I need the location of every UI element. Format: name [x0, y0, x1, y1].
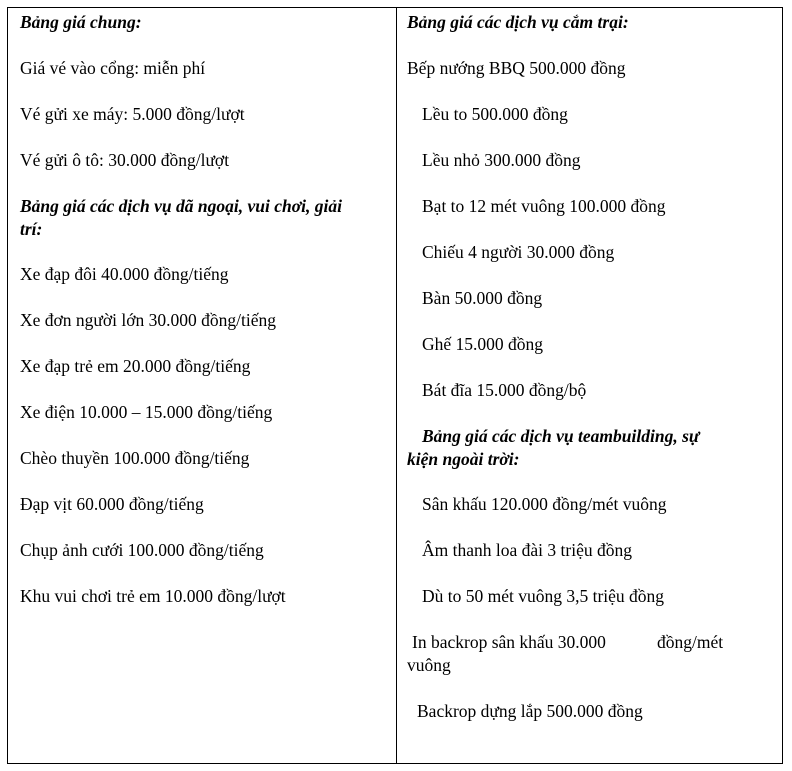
price-item: Lều to 500.000 đồng	[422, 104, 568, 124]
outdoor-heading-line2: trí:	[20, 219, 43, 239]
column-divider	[396, 8, 397, 763]
backdrop-print-line2: vuông	[407, 655, 451, 675]
price-item: Chiếu 4 người 30.000 đồng	[422, 242, 615, 262]
price-item: Sân khấu 120.000 đồng/mét vuông	[422, 494, 667, 514]
price-item: Chụp ảnh cưới 100.000 đồng/tiếng	[20, 540, 264, 560]
price-item: Bát đĩa 15.000 đồng/bộ	[422, 380, 587, 400]
price-item: Vé gửi ô tô: 30.000 đồng/lượt	[20, 150, 230, 170]
price-item: Bếp nướng BBQ 500.000 đồng	[407, 58, 626, 78]
teambuilding-heading-line1: Bảng giá các dịch vụ teambuilding, sự	[422, 426, 700, 446]
price-item: Bàn 50.000 đồng	[422, 288, 543, 308]
price-item: Bạt to 12 mét vuông 100.000 đồng	[422, 196, 666, 216]
outdoor-heading-line1: Bảng giá các dịch vụ dã ngoại, vui chơi, giải	[20, 196, 342, 216]
price-item: Đạp vịt 60.000 đồng/tiếng	[20, 494, 204, 514]
price-item: Ghế 15.000 đồng	[422, 334, 544, 354]
price-item: Xe đạp đôi 40.000 đồng/tiếng	[20, 264, 229, 284]
camping-heading: Bảng giá các dịch vụ cắm trại:	[407, 12, 629, 32]
price-table	[7, 7, 783, 764]
backdrop-print-line1: In backrop sân khấu 30.000	[412, 632, 606, 652]
price-item: Âm thanh loa đài 3 triệu đồng	[422, 540, 632, 560]
price-item: Vé gửi xe máy: 5.000 đồng/lượt	[20, 104, 245, 124]
backdrop-print-line1-unit: đồng/mét	[657, 632, 724, 652]
price-item: Lều nhỏ 300.000 đồng	[422, 150, 581, 170]
price-item: Xe điện 10.000 – 15.000 đồng/tiếng	[20, 402, 273, 422]
price-item: Giá vé vào cổng: miễn phí	[20, 58, 206, 78]
teambuilding-heading-line2: kiện ngoài trời:	[407, 449, 520, 469]
price-item: Chèo thuyền 100.000 đồng/tiếng	[20, 448, 250, 468]
price-item: Xe đạp trẻ em 20.000 đồng/tiếng	[20, 356, 251, 376]
general-price-heading: Bảng giá chung:	[20, 12, 142, 32]
price-item: Dù to 50 mét vuông 3,5 triệu đồng	[422, 586, 665, 606]
price-item: Khu vui chơi trẻ em 10.000 đồng/lượt	[20, 586, 286, 606]
price-item: Xe đơn người lớn 30.000 đồng/tiếng	[20, 310, 276, 330]
price-item: Backrop dựng lắp 500.000 đồng	[417, 701, 643, 721]
